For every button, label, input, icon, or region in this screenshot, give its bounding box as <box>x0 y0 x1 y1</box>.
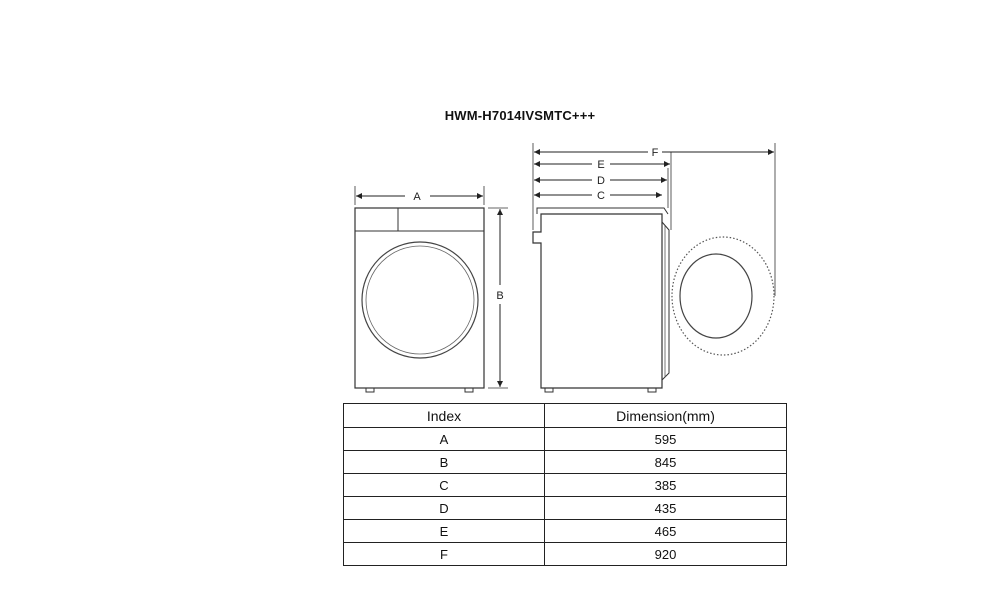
dim-c-label: C <box>597 190 605 202</box>
dim-e-label: E <box>597 159 605 171</box>
dimension-column-header: Dimension(mm) <box>545 404 787 428</box>
table-row <box>344 428 787 451</box>
index-cell: B <box>344 451 545 474</box>
dimension-cell: 465 <box>545 520 787 543</box>
side-view <box>533 143 775 392</box>
door-outer-ring <box>362 242 478 358</box>
table-row <box>344 543 787 566</box>
index-cell: D <box>344 497 545 520</box>
dimension-cell: 385 <box>545 474 787 497</box>
dimension-table <box>343 403 787 566</box>
width-label: A <box>413 191 421 203</box>
height-label: B <box>496 290 504 302</box>
dim-f-label: F <box>651 147 659 159</box>
table-row <box>344 474 787 497</box>
open-door-glass <box>680 254 752 338</box>
front-body <box>355 208 484 388</box>
front-foot-left <box>366 388 374 392</box>
front-foot-right <box>465 388 473 392</box>
side-body <box>533 214 662 388</box>
dimension-cell: 845 <box>545 451 787 474</box>
table-row <box>344 451 787 474</box>
dimension-cell: 435 <box>545 497 787 520</box>
dim-d-label: D <box>597 175 605 187</box>
index-cell: F <box>344 543 545 566</box>
table-row <box>344 520 787 543</box>
front-view <box>355 186 508 392</box>
top-lid <box>537 208 668 214</box>
index-cell: E <box>344 520 545 543</box>
dimension-cell: 595 <box>545 428 787 451</box>
index-cell: C <box>344 474 545 497</box>
table-header-row <box>344 404 787 428</box>
index-column-header: Index <box>344 404 545 428</box>
index-cell: A <box>344 428 545 451</box>
door-profile <box>662 222 669 380</box>
door-inner-ring <box>366 246 474 354</box>
dimension-cell: 920 <box>545 543 787 566</box>
model-title: HWM-H7014IVSMTC+++ <box>444 108 596 123</box>
table-row <box>344 497 787 520</box>
